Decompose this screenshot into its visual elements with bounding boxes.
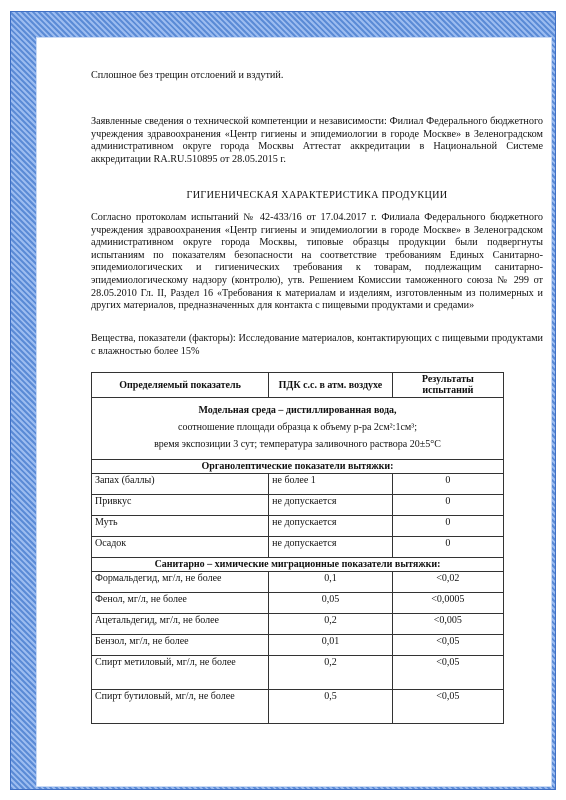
result-cell: <0,005 (392, 614, 503, 635)
limit-cell: 0,2 (269, 656, 393, 690)
result-cell: 0 (392, 537, 503, 558)
result-cell: <0,0005 (392, 593, 503, 614)
indicator-cell: Запах (баллы) (92, 474, 269, 495)
protocol-paragraph: Согласно протоколам испытаний № 42-433/16 от 17.04.2017 г. Филиала Федерального бюджетного учреждения здравоохранения «Центр гигиены и эпидемиологии в городе Москве» в Зеленоградском административном округе города Москвы, типовые образцы продукции были подвергнуты испытаниям по показателям безопасности на соответствие требованиям Единых Санитарно-эпидемиологических и гигиенических требования к товарам, подлежащим санитарно-эпидемиологическому надзору (контролю), утв. Решением Комиссии таможенного союза № 299 от 28.05.2010 Гл. II, Раздел 16 «Требования к материалам и изделиям, изготовленным из полимерных и других материалов, предназначенных для контакта с пищевыми продуктами и средами» (91, 212, 543, 312)
substances-paragraph: Вещества, показатели (факторы): Исследование материалов, контактирующих с пищевыми продуктами с влажностью более 15% (91, 333, 543, 357)
limit-cell: не более 1 (269, 474, 393, 495)
limit-cell: 0,05 (269, 593, 393, 614)
limit-cell: 0,5 (269, 690, 393, 724)
table-row (92, 495, 504, 516)
table-row (92, 656, 504, 690)
indicator-cell: Спирт бутиловый, мг/л, не более (92, 690, 269, 724)
result-cell: 0 (392, 474, 503, 495)
result-cell: <0,05 (392, 635, 503, 656)
table-row (92, 690, 504, 724)
table-row (92, 572, 504, 593)
result-cell: 0 (392, 495, 503, 516)
limit-cell: не допускается (269, 537, 393, 558)
table-row (92, 635, 504, 656)
table-row (92, 516, 504, 537)
model-medium-row (92, 398, 504, 460)
model-medium-line: Модельная среда – дистиллированная вода, (198, 405, 397, 416)
appearance-line: Сплошное без трещин отслоений и вздутий. (91, 70, 284, 81)
section-title: ГИГИЕНИЧЕСКАЯ ХАРАКТЕРИСТИКА ПРОДУКЦИИ (186, 190, 448, 201)
section-row (92, 460, 504, 474)
limit-cell: не допускается (269, 516, 393, 537)
result-cell: 0 (392, 516, 503, 537)
table-row (92, 593, 504, 614)
indicator-cell: Спирт метиловый, мг/л, не более (92, 656, 269, 690)
model-exposure-line: время экспозиции 3 сут; температура заливочного раствора 20±5°С (154, 439, 441, 450)
indicator-cell: Осадок (92, 537, 269, 558)
limit-cell: не допускается (269, 495, 393, 516)
result-cell: <0,05 (392, 656, 503, 690)
column-header: Определяемый показатель (92, 373, 269, 398)
limit-cell: 0,1 (269, 572, 393, 593)
limit-cell: 0,2 (269, 614, 393, 635)
section-chemical: Санитарно – химические миграционные показатели вытяжки: (92, 558, 504, 572)
indicator-cell: Фенол, мг/л, не более (92, 593, 269, 614)
table-header-row (92, 373, 504, 398)
results-table (91, 372, 504, 724)
indicator-cell: Муть (92, 516, 269, 537)
limit-cell: 0,01 (269, 635, 393, 656)
column-header: ПДК с.с. в атм. воздухе (269, 373, 393, 398)
result-cell: <0,02 (392, 572, 503, 593)
model-ratio-line: соотношение площади образца к объему р-ра 2см²:1см³; (178, 422, 417, 433)
section-row (92, 558, 504, 572)
indicator-cell: Формальдегид, мг/л, не более (92, 572, 269, 593)
indicator-cell: Привкус (92, 495, 269, 516)
table-row (92, 474, 504, 495)
competence-paragraph: Заявленные сведения о технической компетенции и независимости: Филиал Федерального бюджетного учреждения здравоохранения «Центр гигиены и эпидемиологии в городе Москве» в Зеленоградском административном округе города Москвы Аттестат аккредитации в Национальной Системе аккредитации RA.RU.510895 от 28.05.2015 г. (91, 116, 543, 165)
column-header: Результаты испытаний (392, 373, 503, 398)
table-row (92, 537, 504, 558)
indicator-cell: Ацетальдегид, мг/л, не более (92, 614, 269, 635)
indicator-cell: Бензол, мг/л, не более (92, 635, 269, 656)
result-cell: <0,05 (392, 690, 503, 724)
section-organoleptic: Органолептические показатели вытяжки: (92, 460, 504, 474)
table-row (92, 614, 504, 635)
